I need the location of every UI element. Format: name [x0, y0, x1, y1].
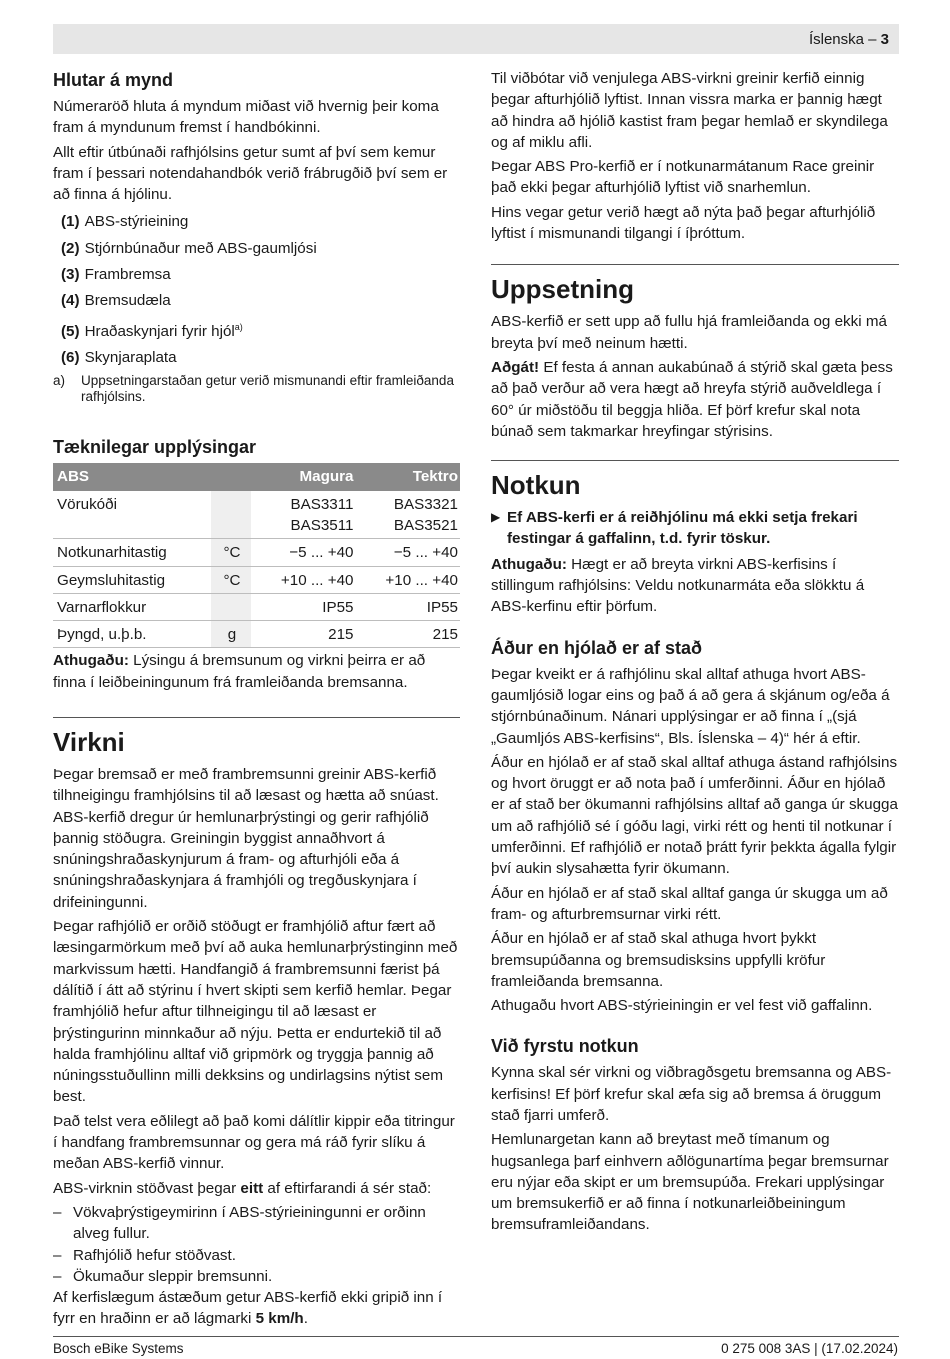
list-item: [53, 1266, 460, 1287]
cell-magura-line2: BAS3511: [290, 516, 354, 534]
virkni-p4-pre: ABS-virknin stöðvast þegar: [53, 1179, 241, 1197]
row-label: Geymsluhitastig: [53, 566, 211, 593]
right-column: [491, 68, 899, 1239]
table-row: [53, 621, 460, 648]
speed-value: 5 km/h: [255, 1310, 304, 1328]
warning-text: Ef ABS-kerfi er á reiðhjólinu má ekki setja frekari festingar á gaffalinn, t.d. fyrir töskur.: [507, 509, 858, 548]
row-unit: g: [211, 621, 251, 648]
row-label: Vörukóði: [53, 491, 211, 539]
cell-tektro-line2: BAS3521: [393, 516, 458, 534]
cell-tektro: [356, 491, 461, 539]
dash-mark: –: [53, 1246, 62, 1264]
left-column: [53, 68, 460, 1333]
table-note: [53, 650, 460, 693]
part-label: Frambremsa: [84, 266, 171, 284]
section-rule: [491, 460, 899, 461]
parts-intro-2: Allt eftir útbúnaði rafhjólsins getur sumt af því sem kemur fram í þessari notendahandbók verið frábrugðið því sem er að finna á hjólinu.: [53, 143, 448, 204]
parts-intro-1: Númeraröð hluta á myndum miðast við hvernig þeir koma fram á myndunum fremst í handbókinni.: [53, 98, 439, 137]
adur-paragraph-5: Athugaðu hvort ABS-stýrieiningin er vel fest við gaffalinn.: [491, 997, 873, 1015]
part-label: ABS-stýrieining: [84, 213, 189, 231]
row-unit: °C: [211, 539, 251, 566]
adur-paragraph-2: Áður en hjólað er af stað skal alltaf athuga ástand rafhjólsins og hvort öruggt er að nota það í umferðinni. Áður en hjólað er af stað ber ökumanni rafhjólsins alltaf að ganga úr skugga um að rafhjólið sé í góðu lagi, virki rétt og henti til notkunar í umferðinni. Ef rafhjólið er notað þrátt fyrir þekkta ágalla fylgir því aukin slysahætta fyrir ökumann.: [491, 753, 898, 878]
row-label: Varnarflokkur: [53, 593, 211, 620]
footnote-mark: a): [53, 373, 66, 389]
fyrstu-paragraph-2: Hemlunargetan kann að breytast með tímanum og hugsanlega þarf einhvern aðlögunartíma þegar bremsurnar eru nýjar eða skipt er um bremsupúða. Frekari upplýsingar um bremsukerfið er að finna í notkunarleiðbeiningum bremsuframleiðandans.: [491, 1131, 889, 1234]
header-tektro: Tektro: [356, 463, 461, 490]
section-rule: [491, 264, 899, 265]
header-page-label: [809, 29, 889, 50]
part-label: Hraðaskynjari fyrir hjól: [84, 322, 235, 340]
spec-table: [53, 463, 460, 648]
part-number: (3): [61, 266, 80, 284]
caution-text: Ef festa á annan aukabúnað á stýrið skal gæta þess að það verður að vera hægt að hreyfa stýrið auðveldlega í 60° úr miðstöðu til beggja hliða. Ef þörf krefur skal nota búnað sem takmarkar hreyfingar stýrisins.: [491, 358, 893, 440]
arrow-icon: ▶: [491, 510, 501, 525]
header-language: Íslenska: [808, 31, 864, 48]
uppsetning-paragraph: ABS-kerfið er sett upp að fullu hjá framleiðanda og ekki má breyta því með neinum hætti.: [491, 313, 887, 352]
intro-paragraph-3: Hins vegar getur verið hægt að nýta það þegar afturhjólið lyftist í mismunandi tilgangi í íþróttum.: [491, 203, 876, 243]
parts-heading: Hlutar á mynd: [53, 70, 174, 90]
footnote: [53, 373, 460, 405]
dash-mark: –: [53, 1267, 62, 1285]
caution-paragraph: [491, 357, 899, 442]
row-label: Notkunarhitastig: [53, 539, 211, 566]
cell-magura: IP55: [251, 593, 356, 620]
parts-list: [53, 211, 460, 368]
header-unit: [211, 463, 251, 490]
footer-doc-number: 0 275 008 3AS | (17.02.2024): [721, 1341, 898, 1356]
table-row: [53, 491, 460, 539]
page-header: [53, 24, 899, 54]
cell-tektro: −5 ... +40: [356, 539, 461, 566]
virkni-paragraph-2: Þegar rafhjólið er orðið stöðugt er framhjólið aftur fært að læsingarmörkum með því að auka hemlunarþrýstinginn með markvissum hætti. Handfangið á frambremsunni færist þá dálítið í átt að stýrinu í hvert skipti sem kerfið hemlar. Þegar framhjólið hefur aftur tilhneigingu til að læsast er þrýstingurinn minnkaður að nýju. Þetta er endurtekið til að halda framhjólinu alltaf við gripmörk og tryggja þannig að núningsstuðullinn milli dekksins og undirlagsins nýtist sem best.: [53, 918, 458, 1106]
table-row: [53, 539, 460, 566]
part-number: (6): [61, 349, 80, 367]
footer-rule: [53, 1336, 899, 1337]
part-label: Skynjaraplata: [84, 349, 177, 367]
note-label: Athugaðu:: [53, 652, 129, 670]
row-label: Þyngd, u.þ.b.: [53, 621, 211, 648]
intro-paragraph-2: Þegar ABS Pro-kerfið er í notkunarmátanum Race greinir það ekki þegar afturhjólið lyftist við snarhemlun.: [491, 158, 875, 197]
uppsetning-heading: Uppsetning: [491, 274, 634, 305]
footer-company: Bosch eBike Systems: [53, 1341, 184, 1356]
row-unit: °C: [211, 566, 251, 593]
virkni-p5-pre: Af kerfislægum ástæðum getur ABS-kerfið ekki gripið inn í fyrr en hraðinn er að lágmarki: [53, 1289, 443, 1328]
virkni-p5-post: .: [303, 1310, 308, 1328]
virkni-paragraph-4: [53, 1178, 460, 1199]
footnote-text: Uppsetningarstaðan getur verið mismunandi eftir framleiðanda rafhjólsins.: [81, 373, 454, 405]
part-label: Stjórnbúnaður með ABS-gaumljósi: [84, 239, 317, 257]
warning-item: [491, 507, 899, 550]
adur-paragraph-3: Áður en hjólað er af stað skal alltaf ganga úr skugga um að fram- og afturbremsurnar virki rétt.: [491, 884, 888, 923]
virkni-paragraph-5: [53, 1287, 460, 1330]
part-number: (2): [61, 239, 80, 257]
table-row: [53, 566, 460, 593]
cell-tektro: +10 ... +40: [356, 566, 461, 593]
stop-conditions-list: [53, 1202, 460, 1287]
spec-table-header: [53, 463, 460, 490]
list-item-text: Vökvaþrýstigeymirinn í ABS-stýrieiningunni er orðinn alveg fullur.: [73, 1203, 426, 1243]
fyrstu-paragraph-1: Kynna skal sér virkni og viðbragðsgetu bremsanna og ABS-kerfisins! Ef þörf krefur skal æfa sig að bremsa á öruggum stað fjarri umferð.: [491, 1064, 892, 1124]
adur-heading: Áður en hjólað er af stað: [491, 637, 703, 658]
notkun-note: [491, 554, 899, 618]
section-rule: [53, 717, 460, 718]
list-item: [53, 1245, 460, 1266]
tech-heading: Tæknilegar upplýsingar: [53, 437, 257, 458]
header-magura: Magura: [251, 463, 356, 490]
part-number: (1): [61, 213, 80, 231]
notkun-heading: Notkun: [491, 470, 581, 501]
adur-paragraph-1: Þegar kveikt er á rafhjólinu skal alltaf athuga hvort ABS-gaumljósið logar eins og það á að gera á skjánum og/eða á stjórnbúnaðinum. Nánari upplýsingar er að finna í „(sjá „Gaumljós ABS-kerfisins“, Bls. Íslenska – 4)“ hér á eftir.: [491, 665, 890, 747]
part-label: Bremsudæla: [84, 292, 171, 310]
note-text: Lýsingu á bremsunum og virkni þeirra er að finna í leiðbeiningunum frá framleiðanda bremsanna.: [53, 652, 426, 691]
part-number: (5): [61, 322, 80, 340]
note-label: Athugaðu:: [491, 555, 567, 573]
parts-list-item: [61, 317, 460, 342]
virkni-p4-bold: eitt: [240, 1179, 264, 1197]
row-unit: [211, 593, 251, 620]
parts-list-item: [61, 211, 460, 232]
list-item: [53, 1202, 460, 1245]
footnote-ref: a): [234, 321, 243, 332]
virkni-p4-post: af eftirfarandi á sér stað:: [263, 1179, 432, 1197]
header-separator: –: [863, 31, 881, 48]
caution-label: Aðgát!: [491, 358, 540, 376]
note-text: Hægt er að breyta virkni ABS-kerfisins í stillingum rafhjólsins: Veldu notkunarmáta eða slökktu á ABS-kerfinu eftir þörfum.: [491, 555, 865, 616]
row-unit: [211, 491, 251, 539]
cell-tektro-line1: BAS3321: [393, 495, 458, 513]
header-abs: ABS: [53, 463, 211, 490]
page-number: 3: [880, 31, 889, 48]
parts-list-item: [61, 290, 460, 311]
cell-magura-line1: BAS3311: [290, 495, 354, 513]
fyrstu-heading: Við fyrstu notkun: [491, 1036, 639, 1057]
parts-list-item: [61, 264, 460, 285]
parts-list-item: [61, 347, 460, 368]
parts-list-item: [61, 238, 460, 259]
dash-mark: –: [53, 1203, 62, 1221]
virkni-paragraph-3: Það telst vera eðlilegt að það komi dálítlir kippir eða titringur í handfang frambremsunnar og gera má ráð fyrir slíku á meðan ABS-kerfið vinnur.: [53, 1112, 455, 1173]
virkni-paragraph-1: Þegar bremsað er með frambremsunni greinir ABS-kerfið tilhneigingu framhjólsins til að læsast og hætta að snúast. ABS-kerfið dregur úr hemlunarþrýstingi og gerir rafhjólið þannig stöðugra. Greiningin byggist annaðhvort á snúningshraðaskynjurum á fram- og afturhjóli eða á snúningshraðaskynjara á framhjóli og tregðuskynjara í drifeiningunni.: [53, 766, 439, 911]
intro-paragraph-1: Til viðbótar við venjulega ABS-virkni greinir kerfið einnig þegar afturhjólið lyftist. Innan vissra marka er þannig hægt að hindra að hjólið kastist fram þegar hemlað er skyndilega og af miklu afli.: [491, 70, 888, 151]
cell-tektro: IP55: [356, 593, 461, 620]
list-item-text: Ökumaður sleppir bremsunni.: [73, 1267, 273, 1285]
part-number: (4): [61, 292, 80, 310]
virkni-heading: Virkni: [53, 727, 125, 757]
list-item-text: Rafhjólið hefur stöðvast.: [73, 1246, 236, 1264]
table-row: [53, 593, 460, 620]
cell-magura: [251, 491, 356, 539]
cell-magura: 215: [251, 621, 356, 648]
cell-magura: −5 ... +40: [251, 539, 356, 566]
adur-paragraph-4: Áður en hjólað er af stað skal athuga hvort þykkt bremsupúðanna og bremsudisksins uppfylli kröfur framleiðanda bremsanna.: [491, 930, 826, 990]
cell-tektro: 215: [356, 621, 461, 648]
cell-magura: +10 ... +40: [251, 566, 356, 593]
